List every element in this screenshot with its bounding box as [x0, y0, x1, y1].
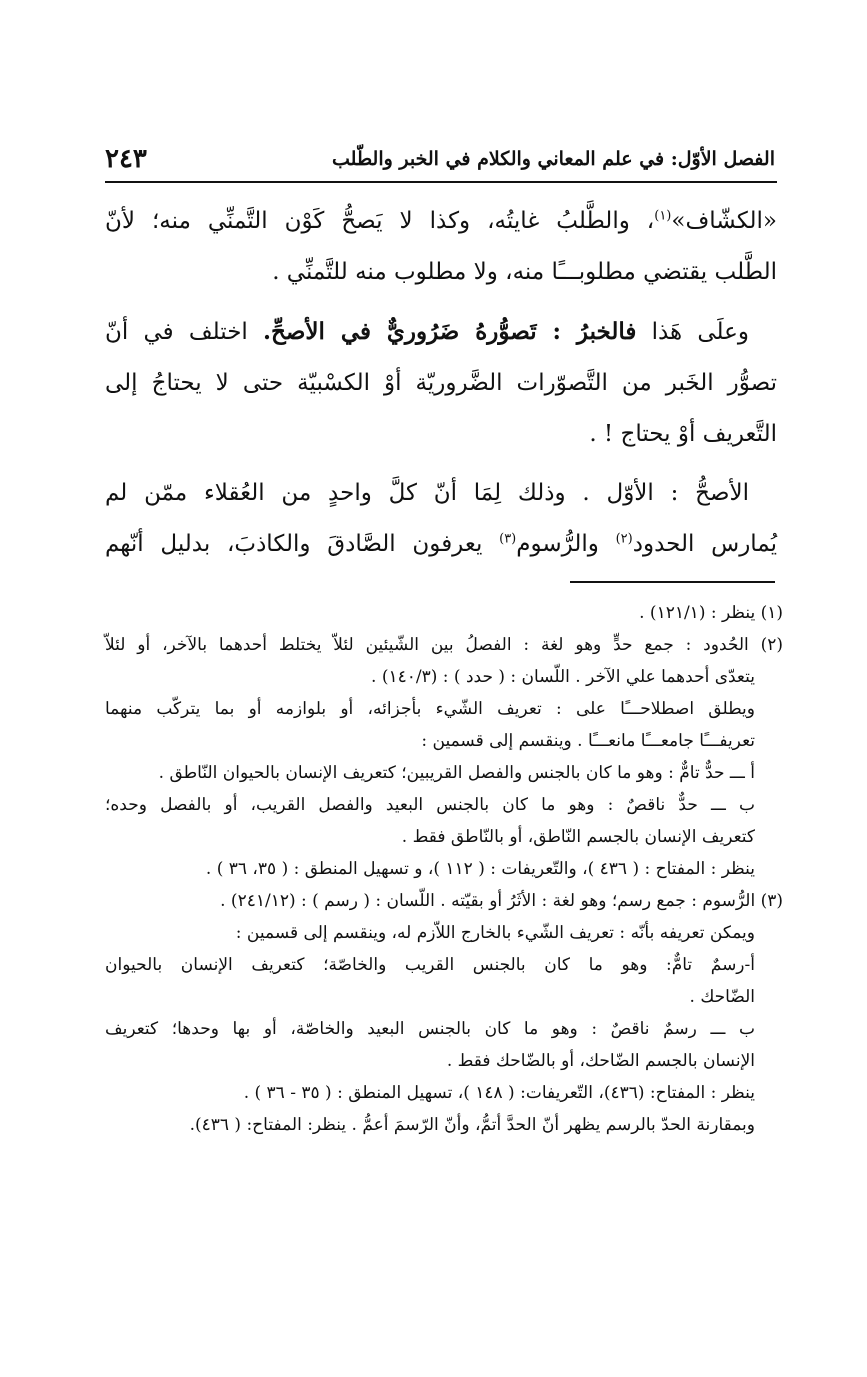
footnote-line: يتعدّى أحدهما علي الآخر . اللّسان : ( حدد ) : (١٤٠/٣) .: [371, 667, 755, 687]
footnote-line: ينظر : المفتاح : ( ٤٣٦ )، والتّعريفات : ( ١١٢ )، و تسهيل المنطق : ( ٣٥، ٣٦ ) .: [205, 859, 755, 879]
footnotes: [105, 597, 783, 1141]
page-number: ٢٤٣: [105, 144, 147, 174]
footnote-line: ويطلق اصطلاحـــًا على : تعريف الشّيء بأجزائه، أو بلوازمه أو بما يتركّب منهما: [105, 699, 755, 719]
footnote-line: ب ـــ حدٌّ ناقصٌ : وهو ما كان بالجنس البعيد والفصل القريب، أو بالفصل وحده؛: [105, 795, 755, 815]
paragraph-2: [105, 306, 777, 460]
footnote-line: ينظر : المفتاح: (٤٣٦)، التّعريفات: ( ١٤٨ )، تسهيل المنطق : ( ٣٥ - ٣٦ ) .: [243, 1083, 755, 1103]
footnote-line: كتعريف الإنسان بالجسم النّاطق، أو بالنّاطق فقط .: [401, 827, 755, 847]
header-rule: [105, 181, 777, 183]
text-run: يُمارس الحدود: [632, 531, 778, 557]
text-run: والرُّسوم: [516, 531, 616, 557]
footnote-line: (٢) الحُدود : جمع حدٍّ وهو لغة : الفصلُ بين الشّيئين لئلاّ يختلط أحدهما بالآخر، أو لئلاّ: [105, 635, 783, 655]
footnote-line: (٣) الرُّسوم : جمع رسم؛ وهو لغة : الأثَرُ أو بقيّته . اللّسان : ( رسم ) : (٢٤١/١٢) .: [220, 891, 783, 911]
text-run: وعلَى هَذا: [636, 319, 749, 345]
footnote-ref-2: (٢): [615, 531, 633, 547]
footnote-line: تعريفـــًا جامعـــًا مانعـــًا . وينقسم إلى قسمين :: [421, 731, 755, 751]
footnote-ref-3: (٣): [499, 531, 517, 547]
text-line: [105, 306, 777, 358]
footnote-line: ب ـــ رسمٌ ناقصٌ : وهو ما كان بالجنس البعيد والخاصّة، أو بها وحدها؛ كتعريف: [105, 1019, 755, 1039]
text-run: ، والطَّلبُ غايتُه، وكذا لا يَصحُّ كَوْن التَّمنِّي منه؛ لأنّ: [105, 208, 655, 234]
text-line: [105, 519, 777, 570]
footnote-line: أ ـــ حدٌّ تامٌّ : وهو ما كان بالجنس والفصل القريبين؛ كتعريف الإنسان بالحيوان النّاطق .: [158, 763, 755, 783]
text-line: [105, 196, 777, 247]
footnote-ref-1: (١): [654, 208, 672, 224]
footnote-separator: [570, 581, 775, 583]
footnote-line: (١) ينظر : (١٢١/١) .: [639, 603, 783, 623]
footnote-line: أ-رسمٌ تامٌّ: وهو ما كان بالجنس القريب والخاصّة؛ كتعريف الإنسان بالحيوان: [105, 955, 755, 975]
paragraph-3: [105, 468, 777, 570]
text-line: تصوُّر الخَبر من التَّصوّرات الضَّروريّة أوْ الكسْبيّة حتى لا يحتاجُ إلى: [105, 370, 777, 396]
bold-heading-phrase: فالخبرُ : تَصوُّرهُ ضَرُوريٌّ في الأصحِّ.: [263, 318, 637, 345]
footnote-line: ويمكن تعريفه بأنّه : تعريف الشّيء بالخارج اللاّزم له، وينقسم إلى قسمين :: [235, 923, 755, 943]
running-header: [105, 140, 775, 178]
footnote-line: الضّاحك .: [689, 987, 755, 1007]
text-run: اختلف في أنّ: [105, 319, 264, 345]
text-run: يعرفون الصَّادقَ والكاذبَ، بدليل أنّهم: [105, 531, 500, 557]
quoted-title: «الكشّاف»: [671, 208, 777, 234]
text-line: التَّعريف أوْ يحتاج ! .: [589, 421, 777, 447]
paragraph-1: [105, 196, 777, 298]
text-line: الأصحُّ : الأوّل . وذلك لِمَا أنّ كلَّ واحدٍ من العُقلاء ممّن لم: [105, 480, 749, 506]
footnote-line: الإنسان بالجسم الضّاحك، أو بالضّاحك فقط .: [446, 1051, 755, 1071]
main-text: [105, 196, 777, 578]
text-line: الطَّلب يقتضي مطلوبـــًا منه، ولا مطلوب منه للتَّمنِّي .: [272, 259, 777, 285]
chapter-title: الفصل الأوّل: في علم المعاني والكلام في الخبر والطّلب: [332, 148, 775, 170]
footnote-line: وبمقارنة الحدّ بالرسم يظهر أنّ الحدَّ أتمُّ، وأنّ الرّسمَ أعمُّ . ينظر: المفتاح: ( ٤٣٦).: [189, 1115, 755, 1135]
